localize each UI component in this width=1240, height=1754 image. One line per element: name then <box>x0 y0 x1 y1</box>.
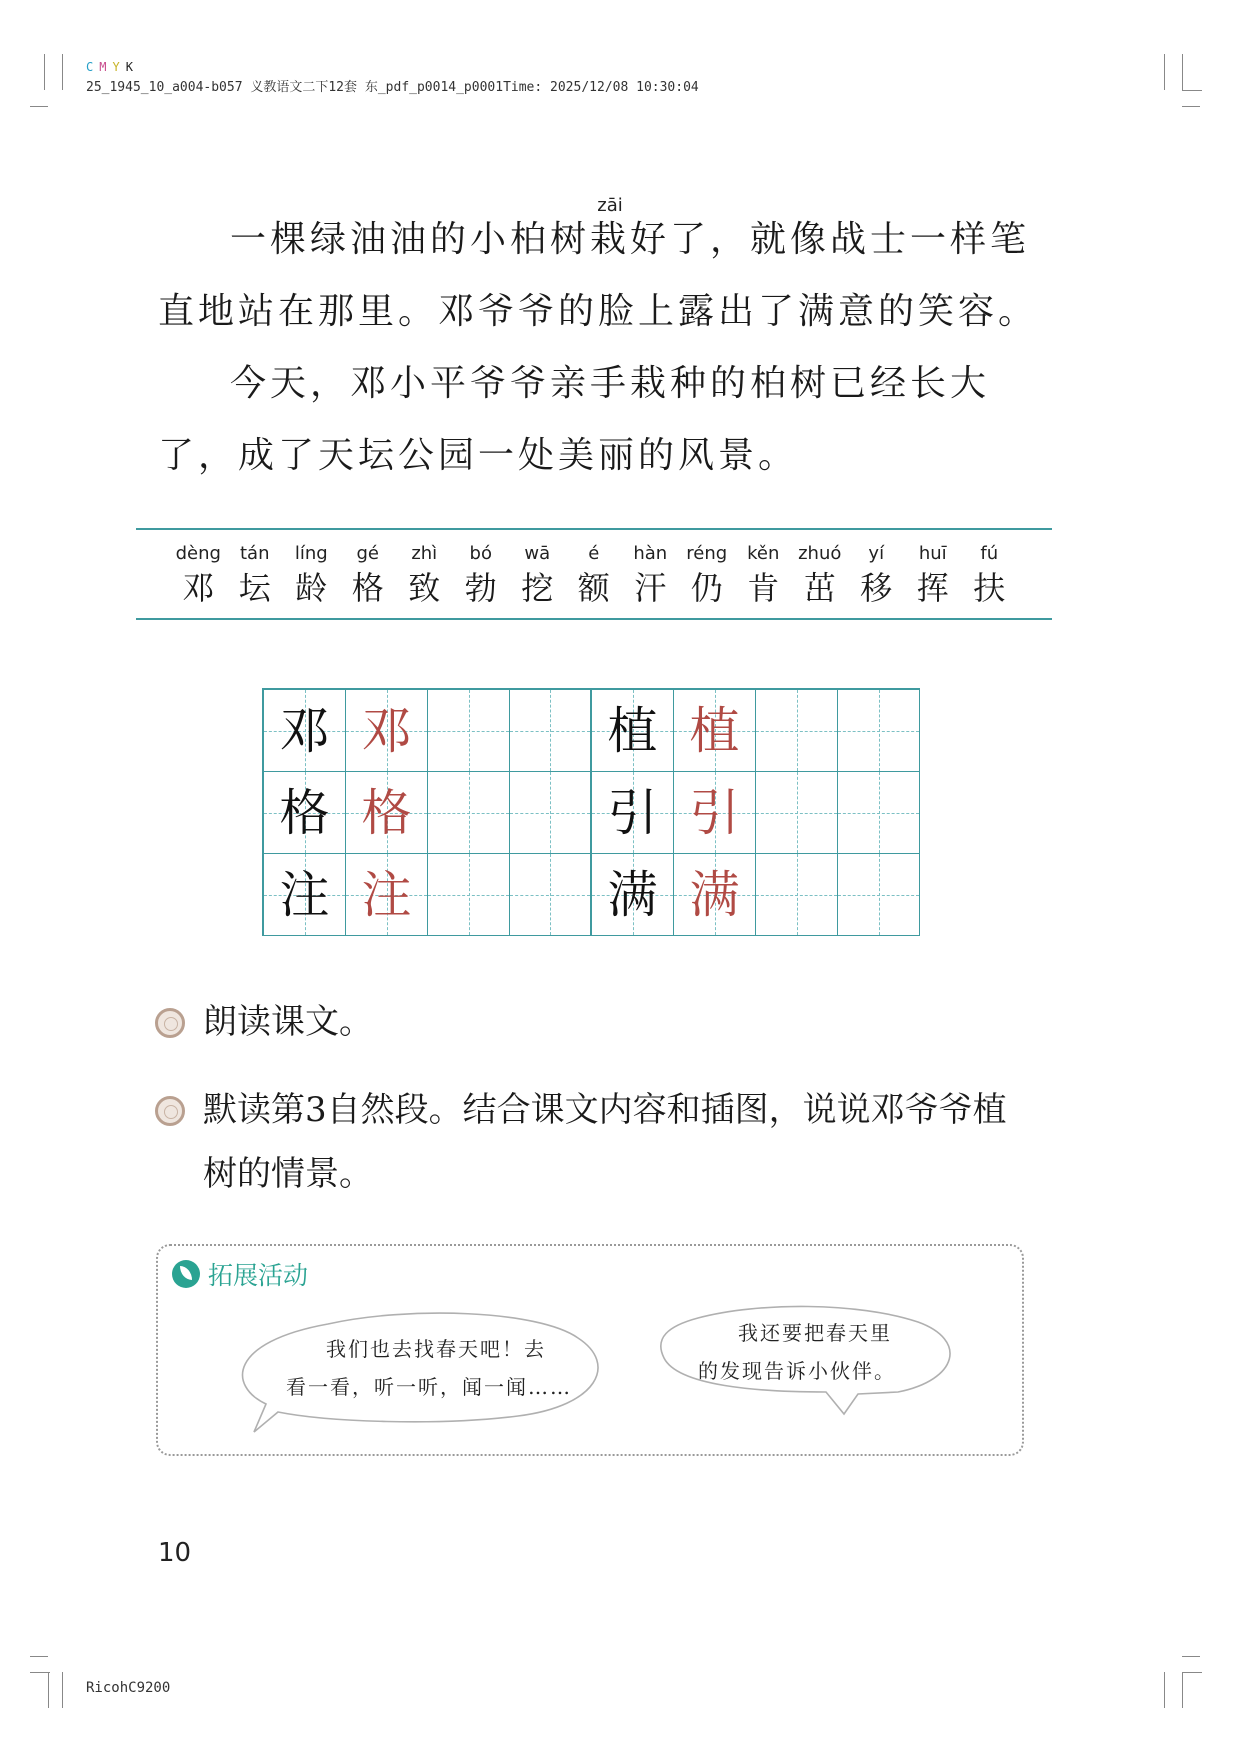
vocab-pinyin: zhuó <box>798 543 842 564</box>
character-writing-grid <box>262 688 920 936</box>
vocab-char: 额 <box>577 569 610 607</box>
vocab-item <box>905 540 962 608</box>
vocab-char: 汗 <box>634 569 667 607</box>
passage-paragraph-1 <box>158 195 1039 348</box>
vocab-pinyin: zhì <box>411 543 438 564</box>
vocab-pinyin: kěn <box>747 543 780 564</box>
crop-mark <box>1182 106 1200 107</box>
grid-cell-practice[interactable] <box>838 690 920 772</box>
crop-mark <box>30 106 48 107</box>
grid-char: 引 <box>607 783 658 842</box>
grid-char: 满 <box>607 865 658 924</box>
crop-mark <box>48 1672 49 1708</box>
ruby-zai <box>590 195 631 276</box>
exercise-text: 默读第3自然段。结合课文内容和插图，说说邓爷爷植树的情景。 <box>203 1090 1007 1194</box>
grid-char: 注 <box>279 865 330 924</box>
vocab-item <box>735 540 792 608</box>
grid-cell-trace <box>346 772 428 854</box>
vocab-bottom-rule <box>136 618 1052 620</box>
vocab-item <box>848 540 905 608</box>
exercise-1 <box>155 990 1035 1054</box>
vocab-char: 肯 <box>747 569 780 607</box>
crop-mark <box>62 54 63 90</box>
grid-char: 邓 <box>279 701 330 760</box>
grid-char: 引 <box>689 783 740 842</box>
crop-mark <box>30 1672 50 1673</box>
vocab-char: 茁 <box>803 569 836 607</box>
grid-char: 植 <box>607 701 658 760</box>
grid-cell-trace <box>346 690 428 772</box>
grid-char: 植 <box>689 701 740 760</box>
vocab-pinyin: é <box>588 543 600 564</box>
grid-char: 注 <box>361 865 412 924</box>
vocab-char: 扶 <box>973 569 1006 607</box>
bubble-left-line-2: 看一看，听一听，闻一闻…… <box>286 1375 572 1399</box>
grid-cell-practice[interactable] <box>510 854 592 936</box>
crop-mark <box>30 1656 48 1657</box>
vocab-item <box>509 540 566 608</box>
vocab-pinyin: réng <box>686 543 728 564</box>
cmyk-marks <box>86 60 139 75</box>
bubble-right-line-2: 的发现告诉小伙伴。 <box>698 1359 896 1383</box>
bubble-left-text <box>266 1330 586 1406</box>
bubble-right-line-1: 我还要把春天里 <box>738 1321 892 1345</box>
grid-cell-trace <box>674 854 756 936</box>
passage-p1-end: 好了，就像战士一样笔直地站在那里。邓爷爷的脸上露出了满意的笑容。 <box>158 219 1039 332</box>
cmyk-c: C <box>86 60 94 74</box>
vocab-char: 坛 <box>238 569 271 607</box>
vocab-item <box>622 540 679 608</box>
bubble-right-text <box>698 1314 938 1390</box>
vocab-char: 挖 <box>521 569 554 607</box>
vocab-pinyin: gé <box>356 543 379 564</box>
grid-char: 邓 <box>361 701 412 760</box>
passage-p1-start: 一棵绿油油的小柏树 <box>230 219 591 260</box>
passage-paragraph-2 <box>158 348 1038 492</box>
vocab-pinyin: tán <box>240 543 270 564</box>
vocab-item <box>679 540 736 608</box>
grid-cell-trace <box>674 772 756 854</box>
grid-cell-model <box>592 690 674 772</box>
grid-cell-practice[interactable] <box>428 690 510 772</box>
vocab-item <box>566 540 623 608</box>
ruby-pinyin: zāi <box>597 195 623 216</box>
vocab-item <box>961 540 1018 608</box>
crop-mark <box>1182 1672 1202 1673</box>
cmyk-y: Y <box>112 60 120 74</box>
vocab-pinyin: wā <box>524 543 551 564</box>
grid-cell-model <box>592 854 674 936</box>
vocab-item <box>283 540 340 608</box>
crop-mark <box>1164 54 1165 90</box>
vocab-pinyin: yí <box>868 543 885 564</box>
grid-cell-practice[interactable] <box>838 854 920 936</box>
grid-char: 格 <box>279 783 330 842</box>
grid-cell-trace <box>346 854 428 936</box>
grid-cell-practice[interactable] <box>756 690 838 772</box>
vocab-item <box>170 540 227 608</box>
activity-title-text: 拓展活动 <box>208 1261 309 1290</box>
exercise-2 <box>155 1078 1035 1206</box>
grid-char: 格 <box>361 783 412 842</box>
vocab-char: 移 <box>860 569 893 607</box>
vocabulary-strip <box>170 540 1018 608</box>
extension-activity-box <box>156 1244 1024 1456</box>
vocab-pinyin: hàn <box>633 543 668 564</box>
vocab-char: 仍 <box>690 569 723 607</box>
vocab-char: 勃 <box>464 569 497 607</box>
vocab-item <box>396 540 453 608</box>
crop-mark <box>1164 1672 1165 1708</box>
crop-mark <box>1182 90 1202 91</box>
exercise-text: 朗读课文。 <box>203 1002 373 1042</box>
vocab-item <box>453 540 510 608</box>
ruby-char: 栽 <box>590 219 631 260</box>
vocab-char: 致 <box>408 569 441 607</box>
grid-cell-model <box>264 854 346 936</box>
grid-cell-model <box>592 772 674 854</box>
grid-cell-practice[interactable] <box>510 690 592 772</box>
grid-cell-practice[interactable] <box>756 854 838 936</box>
vocab-item <box>227 540 284 608</box>
vocab-item <box>792 540 849 608</box>
passage-p2-text: 今天，邓小平爷爷亲手栽种的柏树已经长大了，成了天坛公园一处美丽的风景。 <box>158 363 991 476</box>
vocab-pinyin: bó <box>469 543 492 564</box>
crop-mark <box>1182 1656 1200 1657</box>
vocab-pinyin: huī <box>918 543 947 564</box>
grid-cell-practice[interactable] <box>756 772 838 854</box>
vocab-char: 龄 <box>295 569 328 607</box>
grid-cell-practice[interactable] <box>428 854 510 936</box>
bubble-left-line-1: 我们也去找春天吧！去 <box>326 1337 546 1361</box>
vocab-char: 邓 <box>182 569 215 607</box>
cmyk-k: K <box>125 60 133 74</box>
vocab-pinyin: líng <box>294 543 328 564</box>
grid-char: 满 <box>689 865 740 924</box>
grid-cell-practice[interactable] <box>510 772 592 854</box>
exercise-bullet-icon <box>155 1096 185 1126</box>
crop-mark <box>1182 54 1183 90</box>
vocab-char: 挥 <box>916 569 949 607</box>
vocab-pinyin: dèng <box>175 543 221 564</box>
grid-cell-trace <box>674 690 756 772</box>
cmyk-m: M <box>99 60 107 74</box>
print-job-line: 25_1945_10_a004-b057 义教语文二下12套 东_pdf_p0014_p0001Time: 2025/12/08 10:30:04 <box>86 80 699 95</box>
vocab-char: 格 <box>351 569 384 607</box>
crop-mark <box>44 54 45 90</box>
page-number: 10 <box>158 1538 192 1568</box>
grid-cell-practice[interactable] <box>838 772 920 854</box>
grid-cell-model <box>264 772 346 854</box>
grid-cell-practice[interactable] <box>428 772 510 854</box>
exercise-bullet-icon <box>155 1008 185 1038</box>
vocab-top-rule <box>136 528 1052 530</box>
grid-cell-model <box>264 690 346 772</box>
crop-mark <box>1182 1672 1183 1708</box>
printer-footer: RicohC9200 <box>86 1680 171 1696</box>
crop-mark <box>62 1672 63 1708</box>
vocab-pinyin: fú <box>980 543 999 564</box>
vocab-item <box>340 540 397 608</box>
